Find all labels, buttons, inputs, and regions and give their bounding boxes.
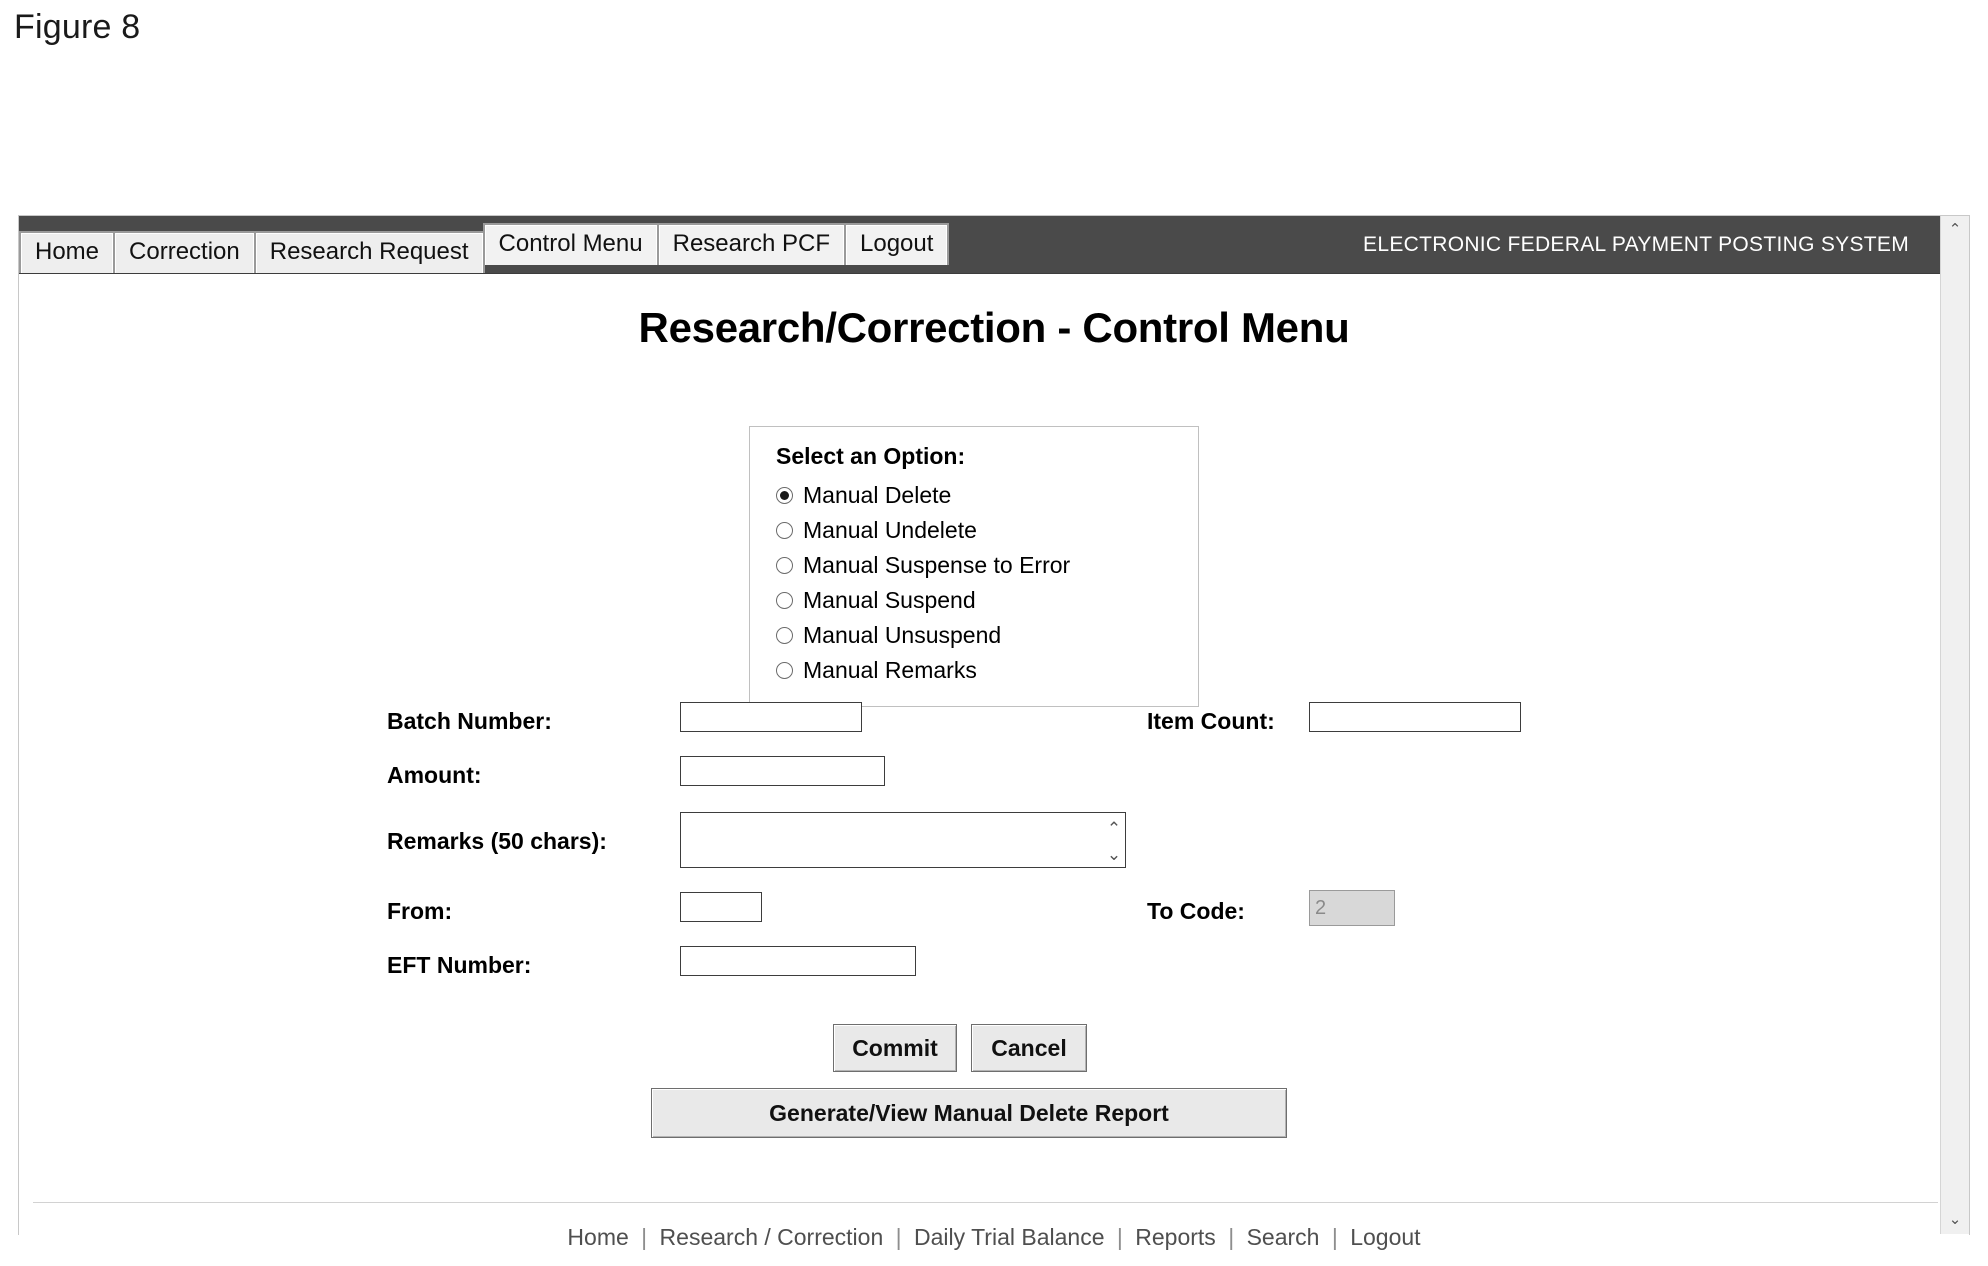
commit-button[interactable]: Commit [833,1024,957,1072]
radio-label: Manual Suspend [803,587,976,613]
footer-link-reports[interactable]: Reports [1135,1224,1216,1250]
footer-link-home[interactable]: Home [567,1224,629,1250]
cancel-button[interactable]: Cancel [971,1024,1087,1072]
radio-manual-delete[interactable] [776,482,1198,509]
radio-icon[interactable] [776,557,793,574]
scroll-down-icon[interactable]: ⌄ [1948,1211,1962,1228]
page-title: Research/Correction - Control Menu [638,304,1350,351]
footer-separator: | [1116,1224,1123,1250]
tab-research-request[interactable]: Research Request [254,231,485,273]
chevron-up-icon: ⌃ [1106,819,1122,838]
nav-tabs [19,216,947,273]
eft-number-label: EFT Number: [387,952,532,978]
system-title: ELECTRONIC FEDERAL PAYMENT POSTING SYSTEM [1363,233,1909,256]
footer-link-daily-trial-balance[interactable]: Daily Trial Balance [914,1224,1105,1250]
radio-manual-unsuspend[interactable] [776,622,1198,649]
footer-separator: | [1331,1224,1338,1250]
radio-manual-suspense-to-error[interactable] [776,552,1198,579]
batch-number-label: Batch Number: [387,708,552,734]
radio-manual-remarks[interactable] [776,657,1198,684]
footer-divider [33,1202,1938,1203]
radio-label: Manual Remarks [803,657,977,683]
footer-separator: | [641,1224,648,1250]
item-count-label: Item Count: [1147,708,1275,734]
form-row-eft [19,938,1969,992]
tab-control-menu[interactable]: Control Menu [483,223,659,265]
from-label: From: [387,898,453,924]
radio-manual-suspend[interactable] [776,587,1198,614]
radio-icon[interactable] [776,662,793,679]
tab-home[interactable]: Home [19,231,115,273]
tab-research-pcf[interactable]: Research PCF [657,223,846,265]
tab-correction[interactable]: Correction [113,231,256,273]
footer-links [19,1224,1969,1251]
radio-icon[interactable] [776,522,793,539]
scroll-up-icon[interactable]: ⌃ [1948,221,1962,238]
to-code-input [1309,890,1395,926]
form-row-actions [19,992,1969,1126]
radio-manual-undelete[interactable] [776,517,1198,544]
top-navigation-bar [19,216,1969,274]
radio-icon[interactable] [776,487,793,504]
radio-label: Manual Unsuspend [803,622,1002,648]
figure-caption: Figure 8 [14,8,141,46]
batch-number-input[interactable] [680,702,862,732]
footer-separator: | [895,1224,902,1250]
footer-link-research-correction[interactable]: Research / Correction [659,1224,884,1250]
item-count-input[interactable] [1309,702,1521,732]
tab-logout[interactable]: Logout [844,223,949,265]
to-code-label: To Code: [1147,898,1245,924]
footer-link-search[interactable]: Search [1246,1224,1320,1250]
form-row-remarks [19,802,1969,884]
control-form [19,694,1969,1126]
amount-label: Amount: [387,762,482,788]
footer-link-logout[interactable]: Logout [1350,1224,1421,1250]
form-row-batch-item [19,694,1969,748]
form-row-amount [19,748,1969,802]
radio-label: Manual Delete [803,482,952,508]
from-input[interactable] [680,892,762,922]
option-group [749,426,1199,707]
radio-label: Manual Undelete [803,517,977,543]
form-row-from-tocode [19,884,1969,938]
option-group-legend: Select an Option: [776,443,966,469]
chevron-down-icon: ⌄ [1106,845,1122,864]
footer-separator: | [1228,1224,1235,1250]
vertical-scrollbar[interactable] [1940,216,1969,1234]
radio-icon[interactable] [776,627,793,644]
application-window [18,215,1970,1250]
radio-label: Manual Suspense to Error [803,552,1071,578]
eft-number-input[interactable] [680,946,916,976]
generate-view-manual-delete-report-button[interactable]: Generate/View Manual Delete Report [651,1088,1287,1138]
amount-input[interactable] [680,756,885,786]
radio-icon[interactable] [776,592,793,609]
remarks-textarea[interactable] [680,812,1126,868]
page-content [19,304,1969,1266]
remarks-label: Remarks (50 chars): [387,828,607,854]
